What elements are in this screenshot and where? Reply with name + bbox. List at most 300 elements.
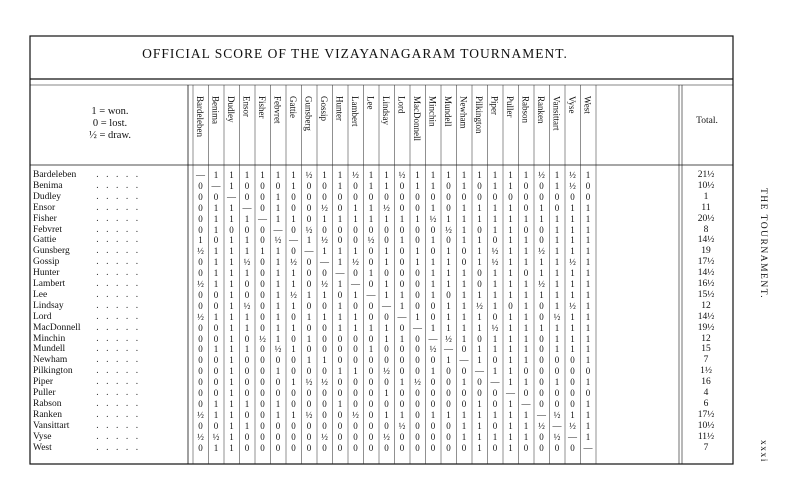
- score-cell: 1: [446, 213, 451, 224]
- score-cell: ½: [290, 257, 297, 268]
- score-cell: 0: [384, 268, 389, 279]
- score-cell: 1: [415, 213, 420, 224]
- score-cell: 1: [275, 279, 281, 289]
- score-cell: 0: [353, 191, 358, 202]
- score-cell: 0: [213, 300, 219, 311]
- column-header: [457, 92, 472, 162]
- score-cell: 1: [399, 409, 405, 420]
- score-cell: 0: [399, 442, 405, 453]
- score-cell: 1: [229, 300, 234, 311]
- score-cell: 0: [260, 366, 265, 377]
- score-cell: 1: [477, 409, 482, 420]
- score-cell: 0: [415, 431, 420, 442]
- score-cell: 0: [399, 366, 405, 377]
- score-cell: ½: [243, 300, 251, 311]
- score-cell: 0: [446, 398, 451, 409]
- total-cell: 10½: [697, 420, 715, 431]
- column-header-label: Puller: [505, 96, 515, 118]
- score-cell: 1: [508, 409, 513, 420]
- score-cell: 1: [275, 213, 281, 224]
- score-cell: 1: [477, 213, 482, 224]
- score-cell: 1: [477, 420, 482, 431]
- score-cell: ½: [274, 235, 282, 246]
- score-cell: 1: [229, 322, 234, 333]
- row-player-name: Benima: [33, 180, 63, 191]
- score-cell: 0: [322, 333, 327, 344]
- score-cell: 0: [446, 377, 451, 388]
- row-player-name: Lee: [33, 289, 48, 300]
- score-cell: 0: [337, 377, 343, 388]
- score-cell: 1: [291, 170, 296, 180]
- score-cell: 0: [368, 191, 374, 202]
- score-cell: —: [304, 246, 314, 257]
- score-cell: 1: [461, 311, 467, 322]
- score-cell: 1: [446, 257, 451, 268]
- total-cell: 17½: [697, 409, 715, 420]
- score-cell: 0: [539, 366, 544, 377]
- score-cell: 1: [337, 257, 343, 268]
- score-cell: 0: [477, 279, 482, 289]
- score-cell: 1: [477, 322, 482, 333]
- score-cell: 1: [244, 398, 250, 409]
- score-cell: 1: [337, 180, 343, 191]
- score-cell: ½: [383, 202, 390, 213]
- score-cell: 0: [260, 344, 265, 355]
- column-header: [255, 92, 270, 162]
- score-cell: 0: [337, 431, 343, 442]
- score-cell: —: [583, 442, 593, 453]
- score-cell: 1: [229, 409, 234, 420]
- score-cell: 0: [539, 355, 544, 366]
- score-cell: 1: [539, 257, 544, 268]
- score-cell: 0: [353, 344, 358, 355]
- score-cell: 0: [446, 442, 451, 453]
- score-cell: 1: [415, 311, 420, 322]
- column-header-label: Lee: [365, 96, 376, 110]
- score-cell: 0: [337, 333, 343, 344]
- score-cell: —: [506, 388, 515, 398]
- score-cell: 1: [477, 398, 482, 409]
- column-header-label: MacDonnell: [412, 96, 422, 141]
- score-cell: 0: [492, 398, 498, 409]
- score-cell: 0: [399, 398, 405, 409]
- score-cell: ½: [259, 333, 266, 344]
- score-cell: 1: [570, 202, 575, 213]
- score-cell: 1: [508, 322, 513, 333]
- score-cell: —: [366, 289, 376, 300]
- column-header: [534, 92, 549, 162]
- score-cell: 1: [213, 213, 219, 224]
- score-cell: 1: [554, 180, 560, 191]
- score-cell: 0: [523, 388, 529, 398]
- score-cell: 1: [415, 180, 420, 191]
- score-cell: 0: [539, 442, 544, 453]
- score-cell: 1: [229, 420, 234, 431]
- total-cell: 16: [701, 377, 711, 388]
- row-player-name: Gossip: [33, 257, 60, 268]
- score-cell: 0: [415, 279, 420, 289]
- score-cell: 0: [399, 202, 405, 213]
- score-cell: 1: [399, 377, 405, 388]
- score-cell: ½: [352, 409, 359, 420]
- score-cell: 1: [291, 300, 296, 311]
- score-cell: 0: [508, 300, 513, 311]
- score-cell: 0: [523, 202, 529, 213]
- column-header-label: Benima: [210, 96, 221, 124]
- score-cell: 0: [554, 366, 560, 377]
- score-cell: 1: [213, 409, 219, 420]
- score-cell: 1: [384, 257, 389, 268]
- score-cell: 1: [275, 202, 281, 213]
- score-cell: 1: [477, 344, 482, 355]
- score-cell: 0: [430, 388, 436, 398]
- score-cell: 0: [337, 344, 343, 355]
- score-cell: 0: [306, 213, 312, 224]
- score-cell: 0: [415, 366, 420, 377]
- score-cell: 0: [446, 191, 451, 202]
- total-cell: 17½: [697, 257, 715, 268]
- score-cell: 0: [430, 398, 436, 409]
- score-cell: 1: [554, 322, 560, 333]
- score-cell: 0: [260, 388, 265, 398]
- score-cell: 1: [275, 333, 281, 344]
- score-cell: 0: [244, 388, 250, 398]
- score-cell: 0: [570, 398, 575, 409]
- score-cell: 1: [198, 235, 203, 246]
- score-cell: 0: [306, 442, 312, 453]
- score-cell: 0: [337, 289, 343, 300]
- score-cell: 1: [415, 246, 420, 257]
- score-cell: 0: [430, 355, 436, 366]
- score-cell: 0: [213, 366, 219, 377]
- score-cell: —: [537, 409, 546, 420]
- score-cell: 1: [244, 322, 250, 333]
- score-cell: —: [335, 268, 345, 279]
- row-player-name: Minchin: [33, 333, 66, 344]
- score-cell: 1: [492, 344, 498, 355]
- score-cell: 1: [492, 202, 498, 213]
- score-cell: 1: [368, 344, 374, 355]
- score-cell: —: [444, 344, 453, 355]
- score-cell: 0: [399, 355, 405, 366]
- score-cell: 0: [198, 268, 203, 279]
- score-cell: 0: [260, 322, 265, 333]
- score-cell: 0: [539, 377, 544, 388]
- score-cell: ½: [274, 344, 282, 355]
- score-cell: 1: [446, 409, 451, 420]
- score-cell: —: [428, 333, 438, 344]
- leader-dots: .....: [96, 398, 146, 409]
- score-cell: 0: [353, 180, 358, 191]
- score-cell: ½: [197, 409, 204, 420]
- total-cell: 1½: [700, 366, 712, 377]
- total-cell: 15½: [697, 289, 715, 300]
- column-header: [224, 92, 239, 162]
- score-cell: 1: [585, 279, 591, 289]
- score-cell: 1: [570, 322, 575, 333]
- row-player-name: Rabson: [33, 398, 62, 409]
- score-cell: 1: [492, 431, 498, 442]
- score-cell: 0: [399, 191, 405, 202]
- score-cell: 1: [430, 366, 436, 377]
- score-cell: 1: [229, 257, 234, 268]
- score-cell: 0: [244, 333, 250, 344]
- score-cell: 0: [415, 388, 420, 398]
- score-cell: 1: [492, 180, 498, 191]
- score-cell: ½: [569, 170, 576, 180]
- score-cell: 1: [539, 268, 544, 279]
- score-cell: 0: [244, 279, 250, 289]
- score-cell: 1: [508, 289, 513, 300]
- score-cell: 1: [508, 246, 513, 257]
- total-header: Total.: [696, 116, 718, 126]
- score-cell: 0: [198, 442, 203, 453]
- score-cell: 0: [399, 268, 405, 279]
- score-cell: 1: [291, 180, 296, 191]
- score-cell: 1: [368, 322, 374, 333]
- score-cell: 0: [368, 388, 374, 398]
- score-cell: 1: [492, 224, 498, 235]
- score-cell: 0: [260, 279, 265, 289]
- score-cell: 1: [570, 333, 575, 344]
- score-cell: 1: [229, 431, 234, 442]
- score-cell: 0: [508, 191, 513, 202]
- row-player-name: Gunsberg: [33, 246, 70, 257]
- score-cell: 0: [353, 420, 358, 431]
- score-cell: 1: [492, 289, 498, 300]
- score-cell: 0: [492, 355, 498, 366]
- legend-won: 1 = won.: [91, 106, 129, 117]
- score-cell: 1: [368, 202, 374, 213]
- column-header-label: Lindsay: [381, 96, 391, 125]
- score-cell: 0: [260, 191, 265, 202]
- row-player-name: West: [33, 442, 52, 453]
- score-cell: 0: [260, 409, 265, 420]
- leader-dots: .....: [96, 311, 146, 322]
- column-header: [581, 92, 596, 162]
- score-cell: 1: [322, 213, 327, 224]
- score-cell: 0: [492, 388, 498, 398]
- score-cell: 0: [415, 300, 420, 311]
- score-cell: 0: [368, 420, 374, 431]
- score-cell: 0: [415, 398, 420, 409]
- score-cell: 1: [508, 344, 513, 355]
- score-cell: 0: [198, 322, 203, 333]
- score-cell: 1: [446, 246, 451, 257]
- score-cell: 1: [554, 257, 560, 268]
- score-cell: 1: [275, 289, 281, 300]
- score-cell: 0: [461, 246, 467, 257]
- column-header: [333, 92, 348, 162]
- score-cell: 0: [446, 202, 451, 213]
- row-player-name: Dudley: [33, 191, 61, 202]
- score-cell: 0: [213, 333, 219, 344]
- score-cell: 1: [275, 322, 281, 333]
- score-cell: 0: [291, 311, 296, 322]
- score-cell: 0: [306, 398, 312, 409]
- score-cell: 1: [229, 289, 234, 300]
- column-header: [271, 92, 286, 162]
- score-cell: 1: [461, 333, 467, 344]
- row-player-name: Vansittart: [33, 420, 70, 431]
- score-cell: 0: [198, 224, 203, 235]
- score-cell: 0: [446, 366, 451, 377]
- score-cell: 1: [508, 235, 513, 246]
- score-cell: 1: [585, 268, 591, 279]
- score-cell: ½: [429, 344, 437, 355]
- score-cell: —: [196, 170, 205, 180]
- score-cell: 0: [353, 431, 358, 442]
- score-cell: ½: [569, 257, 576, 268]
- total-cell: 12: [701, 333, 711, 344]
- score-cell: ½: [553, 409, 561, 420]
- score-cell: 1: [244, 268, 250, 279]
- score-cell: 1: [523, 213, 529, 224]
- total-cell: 6: [703, 398, 709, 409]
- score-cell: 1: [461, 279, 467, 289]
- row-player-name: Gattie: [33, 235, 57, 246]
- score-cell: 1: [229, 311, 234, 322]
- score-cell: 0: [291, 366, 296, 377]
- score-cell: 1: [508, 202, 513, 213]
- score-cell: 0: [198, 388, 203, 398]
- score-cell: 1: [384, 322, 389, 333]
- score-cell: 0: [384, 344, 389, 355]
- score-cell: 0: [430, 311, 436, 322]
- leader-dots: .....: [96, 279, 146, 289]
- score-cell: 1: [229, 170, 234, 180]
- score-cell: 1: [322, 355, 327, 366]
- score-cell: ½: [553, 311, 561, 322]
- score-cell: ½: [491, 257, 499, 268]
- score-cell: 1: [275, 366, 281, 377]
- score-cell: 1: [244, 213, 250, 224]
- score-cell: 1: [213, 344, 219, 355]
- score-cell: 0: [291, 333, 296, 344]
- score-cell: 1: [291, 279, 296, 289]
- column-header-label: Rabson: [520, 96, 531, 123]
- score-cell: 1: [570, 279, 575, 289]
- score-cell: 1: [523, 355, 529, 366]
- score-cell: 1: [337, 246, 343, 257]
- score-cell: 0: [291, 224, 296, 235]
- score-cell: ½: [538, 170, 545, 180]
- score-cell: 0: [523, 442, 529, 453]
- score-cell: 0: [446, 420, 451, 431]
- score-cell: 0: [523, 366, 529, 377]
- score-cell: 0: [585, 191, 591, 202]
- score-cell: 0: [306, 388, 312, 398]
- score-cell: ½: [367, 235, 375, 246]
- score-cell: 1: [399, 333, 405, 344]
- row-player-name: Vyse: [33, 431, 52, 442]
- score-cell: 0: [337, 235, 343, 246]
- score-cell: ½: [305, 224, 313, 235]
- score-cell: 0: [368, 311, 374, 322]
- score-cell: —: [475, 366, 484, 377]
- score-cell: 0: [353, 224, 358, 235]
- score-cell: 1: [570, 224, 575, 235]
- score-cell: 1: [508, 213, 513, 224]
- score-cell: 0: [477, 333, 482, 344]
- score-cell: 1: [322, 289, 327, 300]
- score-cell: 1: [508, 257, 513, 268]
- score-cell: 1: [523, 333, 529, 344]
- score-cell: 0: [446, 289, 451, 300]
- leader-dots: .....: [96, 180, 146, 191]
- score-cell: 1: [337, 398, 343, 409]
- score-cell: 1: [275, 191, 281, 202]
- score-cell: 1: [244, 344, 250, 355]
- score-cell: 0: [306, 180, 312, 191]
- score-cell: 0: [492, 235, 498, 246]
- score-cell: —: [397, 311, 407, 322]
- score-cell: —: [568, 431, 577, 442]
- score-cell: ½: [383, 431, 390, 442]
- score-cell: 0: [430, 300, 436, 311]
- score-cell: 0: [291, 431, 296, 442]
- score-cell: ½: [569, 420, 576, 431]
- score-cell: 0: [539, 398, 544, 409]
- score-cell: 0: [306, 366, 312, 377]
- total-cell: 20½: [697, 213, 715, 224]
- score-cell: 0: [306, 300, 312, 311]
- leader-dots: .....: [96, 344, 146, 355]
- score-cell: 0: [477, 388, 482, 398]
- score-cell: 1: [539, 202, 544, 213]
- score-cell: ½: [197, 246, 204, 257]
- score-cell: 0: [384, 191, 389, 202]
- score-cell: 1: [585, 333, 591, 344]
- score-cell: 0: [384, 442, 389, 453]
- score-cell: 0: [198, 180, 203, 191]
- score-cell: 1: [384, 213, 389, 224]
- score-cell: 0: [399, 224, 405, 235]
- score-cell: 0: [477, 180, 482, 191]
- score-cell: 0: [322, 224, 327, 235]
- score-cell: ½: [538, 279, 545, 289]
- score-cell: 1: [446, 311, 451, 322]
- score-cell: —: [211, 180, 221, 191]
- score-cell: 1: [585, 257, 591, 268]
- score-cell: 1: [306, 289, 312, 300]
- score-cell: 0: [322, 268, 327, 279]
- score-cell: 0: [461, 191, 467, 202]
- score-cell: 1: [430, 202, 436, 213]
- score-cell: 1: [213, 170, 219, 180]
- score-cell: 0: [415, 333, 420, 344]
- score-cell: 0: [244, 191, 250, 202]
- score-cell: 0: [213, 355, 219, 366]
- score-cell: 1: [244, 235, 250, 246]
- score-cell: 1: [399, 300, 405, 311]
- score-cell: 1: [508, 442, 513, 453]
- score-cell: 0: [353, 235, 358, 246]
- score-cell: ½: [197, 279, 204, 289]
- score-cell: 1: [492, 279, 498, 289]
- score-cell: 1: [213, 257, 219, 268]
- score-cell: ½: [383, 366, 390, 377]
- score-cell: 0: [539, 235, 544, 246]
- score-cell: 0: [477, 268, 482, 279]
- score-cell: 0: [368, 442, 374, 453]
- score-cell: 1: [368, 268, 374, 279]
- score-cell: 1: [368, 170, 374, 180]
- score-cell: 0: [446, 388, 451, 398]
- score-cell: 0: [260, 377, 265, 388]
- score-cell: 1: [430, 268, 436, 279]
- score-cell: 1: [539, 289, 544, 300]
